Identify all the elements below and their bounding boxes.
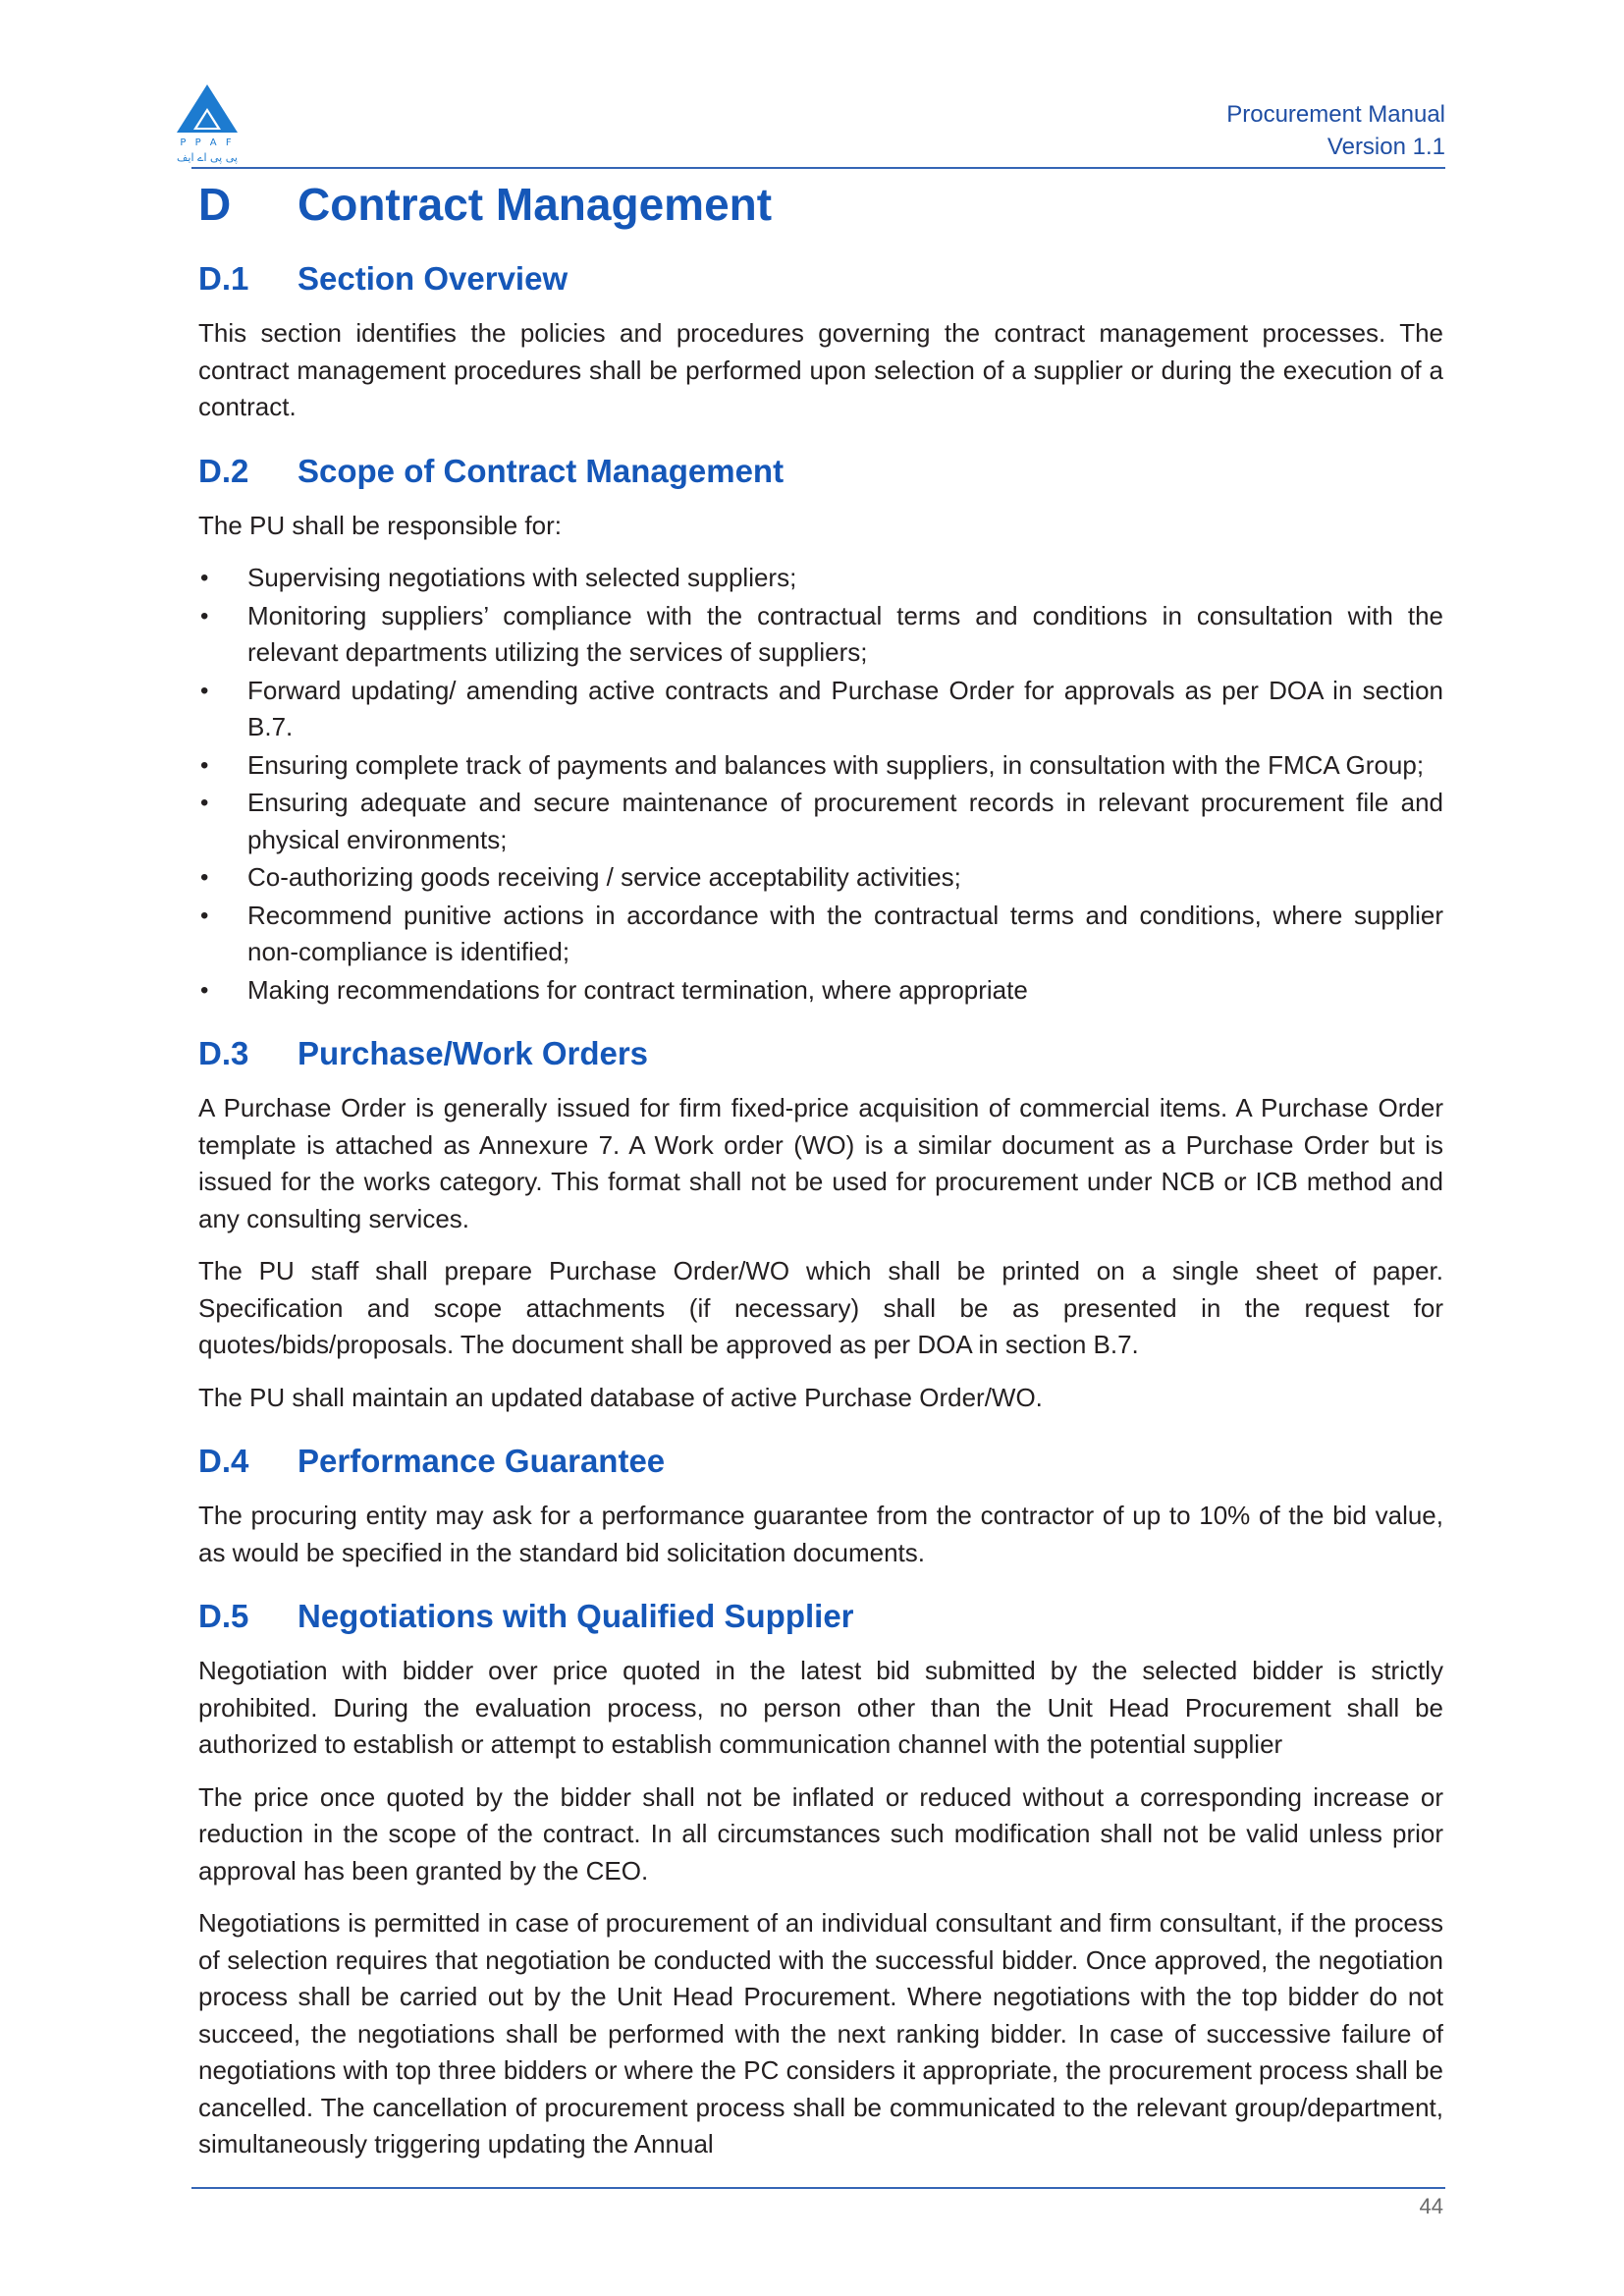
paragraph: A Purchase Order is generally issued for firm fixed-price acquisition of commercial items. A Purchase Order template is attached as Annexure 7. A Work order (WO) is a similar document as a Purchase Order but is issued for the works category. This format shall not be used for procurement under NCB or ICB method and any consulting services. — [198, 1093, 1443, 1233]
section-number: D.3 — [198, 1035, 249, 1071]
section-heading-d1 — [198, 259, 1443, 299]
ppaf-logo — [167, 79, 247, 167]
section-title: Purchase/Work Orders — [298, 1035, 649, 1071]
section-heading-d2 — [198, 452, 1443, 491]
list-item: • Ensuring adequate and secure maintenance of procurement records in relevant procurement file and physical environments; — [198, 785, 1443, 858]
section-number: D.5 — [198, 1598, 249, 1634]
chapter-title: Contract Management — [298, 179, 773, 230]
section-number: D.4 — [198, 1443, 249, 1479]
paragraph: The procuring entity may ask for a performance guarantee from the contractor of up to 10% of the bid value, as would be specified in the standard bid solicitation documents. — [198, 1501, 1443, 1567]
paragraph: Negotiations is permitted in case of procurement of an individual consultant and firm consultant, if the process of selection requires that negotiation be conducted with the successful bidder. Once approved, the negotiation process shall be carried out by the Unit Head Procurement. Where negotiations with the top bidder do not succeed, the negotiations shall be performed with the next ranking bidder. In case of successive failure of negotiations with top three bidders or where the PC considers it appropriate, the procurement process shall be cancelled. The cancellation of procurement process shall be communicated to the relevant group/department, simultaneously triggering updating the Annual — [198, 1908, 1443, 2159]
list-item: • Co-authorizing goods receiving / service acceptability activities; — [198, 859, 1443, 897]
section-heading-d4 — [198, 1442, 1443, 1481]
footer-divider — [191, 2187, 1445, 2189]
paragraph: Negotiation with bidder over price quoted in the latest bid submitted by the selected bidder is strictly prohibited. During the evaluation process, no person other than the Unit Head Procurement shall be authorized to establish or attempt to establish communication channel with the potential supplier — [198, 1656, 1443, 1759]
chapter-number: D — [198, 179, 232, 230]
paragraph: The price once quoted by the bidder shall not be inflated or reduced without a corresponding increase or reduction in the scope of the contract. In all circumstances such modification shall not be valid unless prior approval has been granted by the CEO. — [198, 1781, 1443, 1886]
section-title: Negotiations with Qualified Supplier — [298, 1598, 854, 1634]
document-title-block — [1226, 98, 1445, 163]
section-heading-d3 — [198, 1034, 1443, 1073]
section-heading-d5 — [198, 1597, 1443, 1636]
document-title: Procurement Manual — [1226, 101, 1445, 128]
section-title: Section Overview — [298, 260, 568, 297]
list-item: • Recommend punitive actions in accordance with the contractual terms and conditions, where supplier non-compliance is identified; — [198, 898, 1443, 971]
logo-latin-letters: P P A F — [180, 137, 235, 148]
responsibilities-list — [198, 560, 1443, 1009]
chapter-heading — [198, 175, 1443, 234]
section-number: D.1 — [198, 260, 249, 297]
section-title: Performance Guarantee — [298, 1443, 666, 1479]
paragraph: The PU shall be responsible for: — [198, 510, 562, 540]
header-divider — [191, 167, 1445, 169]
list-item: • Monitoring suppliers’ compliance with the contractual terms and conditions in consultation with the relevant departments utilizing the services of suppliers; — [198, 598, 1443, 672]
list-item: • Ensuring complete track of payments and balances with suppliers, in consultation with the FMCA Group; — [198, 747, 1443, 785]
list-item: • Supervising negotiations with selected suppliers; — [198, 560, 1443, 597]
section-number: D.2 — [198, 452, 249, 489]
list-item: • Making recommendations for contract termination, where appropriate — [198, 972, 1443, 1010]
page-number: 44 — [1419, 2194, 1443, 2218]
logo-urdu-letters: پی پی اے ایف — [177, 151, 238, 164]
page-header — [167, 79, 1445, 167]
paragraph: The PU staff shall prepare Purchase Order/WO which shall be printed on a single sheet of paper. Specification and scope attachments (if necessary) shall be as presented in the request for quotes/bids/proposals. The document shall be approved as per DOA in section B.7. — [198, 1256, 1443, 1359]
section-title: Scope of Contract Management — [298, 452, 785, 489]
paragraph: This section identifies the policies and procedures governing the contract management processes. The contract management procedures shall be performed upon selection of a supplier or during the execution of a contract. — [198, 318, 1443, 421]
paragraph: The PU shall maintain an updated database of active Purchase Order/WO. — [198, 1382, 1043, 1412]
page-content — [198, 175, 1443, 2179]
list-item: • Forward updating/ amending active contracts and Purchase Order for approvals as per DOA in section B.7. — [198, 673, 1443, 746]
document-version: Version 1.1 — [1326, 134, 1445, 160]
